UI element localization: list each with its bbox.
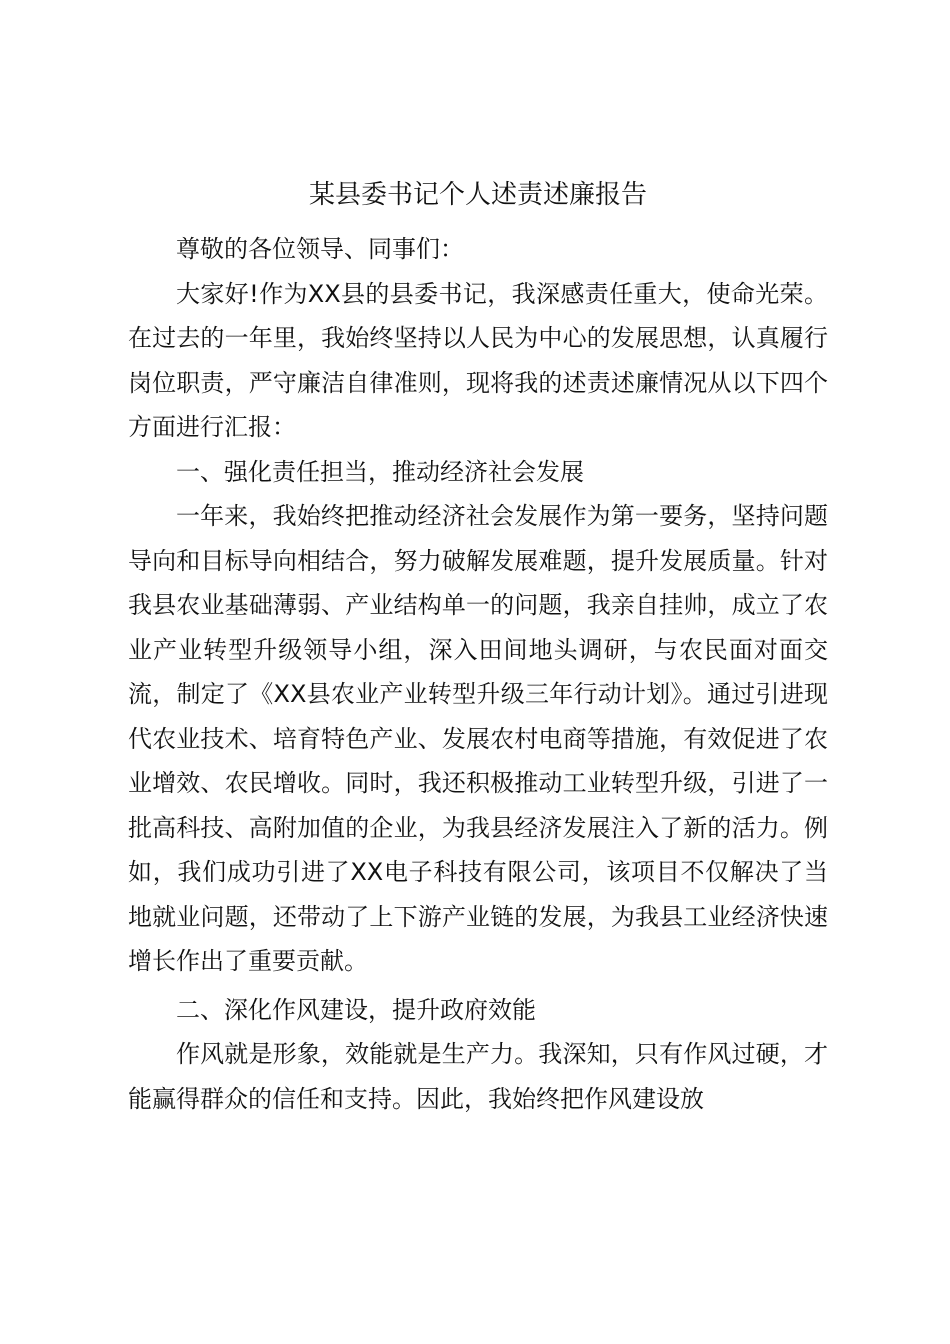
section-1-heading: 一、强化责任担当，推动经济社会发展 xyxy=(176,457,584,486)
section-2-heading: 二、深化作风建设，提升政府效能 xyxy=(176,995,536,1024)
salutation: 尊敬的各位领导、同事们： xyxy=(176,235,464,263)
intro-paragraph: 大家好!作为XX县的县委书记，我深感责任重大，使命光荣。在过去的一年里，我始终坚持以人民为中心的发展思想，认真履行岗位职责，严守廉洁自律准则，现将我的述责述廉情况从以下四个方面进行汇报： xyxy=(128,279,828,441)
section-1-paragraph: 一年来，我始终把推动经济社会发展作为第一要务，坚持问题导向和目标导向相结合，努力破解发展难题，提升发展质量。针对我县农业基础薄弱、产业结构单一的问题，我亲自挂帅，成立了农业产业转型升级领导小组，深入田间地头调研，与农民面对面交流，制定了《XX县农业产业转型升级三年行动计划》。通过引进现代农业技术、培育特色产业、发展农村电商等措施，有效促进了农业增效、农民增收。同时，我还积极推动工业转型升级，引进了一批高科技、高附加值的企业，为我县经济发展注入了新的活力。例如，我们成功引进了XX电子科技有限公司，该项目不仅解决了当地就业问题，还带动了上下游产业链的发展，为我县工业经济快速增长作出了重要贡献。 xyxy=(128,502,828,975)
document-title: 某县委书记个人述责述廉报告 xyxy=(308,180,647,210)
document-body xyxy=(128,173,828,1121)
section-2-paragraph: 作风就是形象，效能就是生产力。我深知，只有作风过硬，才能赢得群众的信任和支持。因此，我始终把作风建设放 xyxy=(128,1040,828,1113)
